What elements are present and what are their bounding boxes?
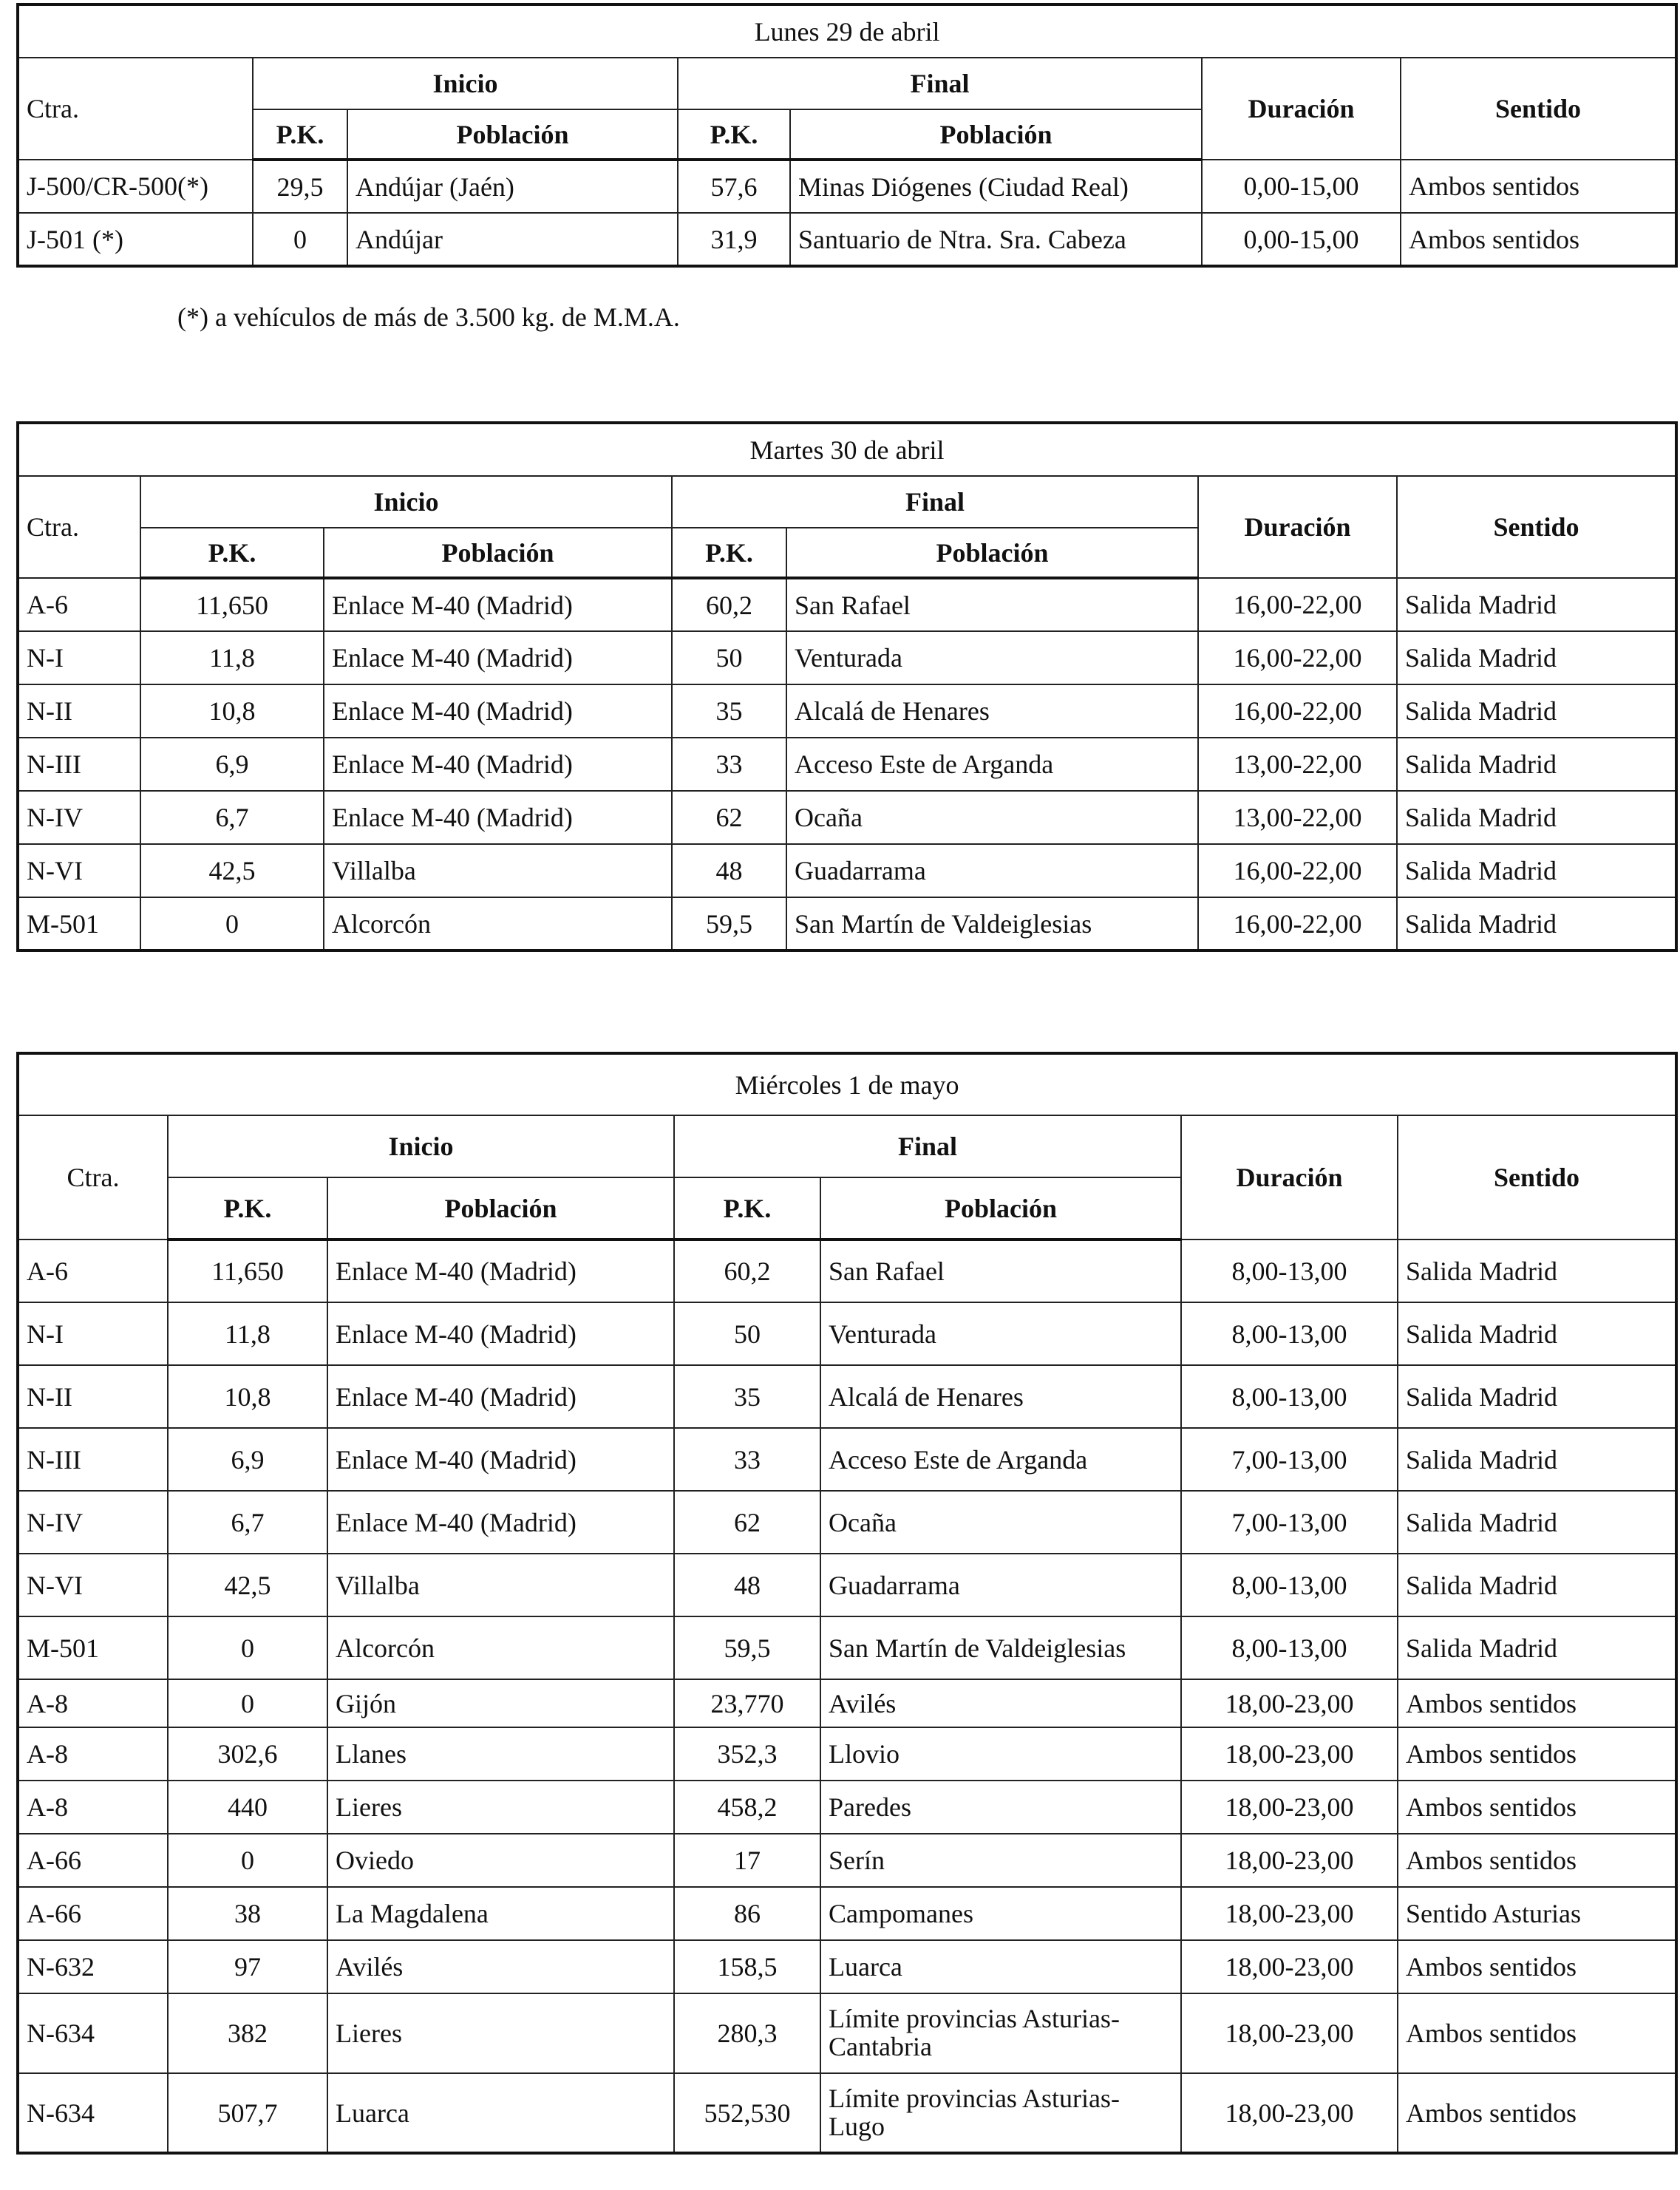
table-title: Martes 30 de abril	[18, 423, 1676, 476]
table-row	[18, 1365, 1676, 1428]
cell-sentido: Ambos sentidos	[1398, 2073, 1676, 2153]
cell-poblacion-final: Guadarrama	[786, 844, 1198, 897]
cell-ctra: N-IV	[18, 791, 140, 844]
header-pk-final: P.K.	[672, 528, 786, 578]
cell-sentido: Salida Madrid	[1397, 897, 1676, 951]
cell-pk-final: 17	[674, 1834, 820, 1887]
header-pk-final: P.K.	[678, 109, 790, 160]
cell-sentido: Salida Madrid	[1398, 1616, 1676, 1679]
cell-pk-final: 35	[672, 684, 786, 738]
table-row	[18, 738, 1676, 791]
cell-duracion: 16,00-22,00	[1198, 631, 1397, 684]
cell-poblacion-inicio: Lieres	[327, 1993, 674, 2073]
cell-pk-final: 62	[672, 791, 786, 844]
cell-pk-inicio: 11,8	[140, 631, 324, 684]
cell-ctra: A-6	[18, 578, 140, 631]
cell-pk-final: 31,9	[678, 213, 790, 266]
cell-duracion: 0,00-15,00	[1202, 213, 1401, 266]
cell-poblacion-inicio: Avilés	[327, 1940, 674, 1993]
header-ctra: Ctra.	[18, 476, 140, 578]
footnote: (*) a vehículos de más de 3.500 kg. de M.M.A.	[177, 302, 680, 332]
table-row	[18, 1554, 1676, 1616]
cell-poblacion-inicio: Lieres	[327, 1781, 674, 1834]
cell-ctra: A-8	[18, 1781, 168, 1834]
cell-poblacion-inicio: Enlace M-40 (Madrid)	[324, 578, 672, 631]
cell-poblacion-inicio: Enlace M-40 (Madrid)	[324, 684, 672, 738]
cell-duracion: 18,00-23,00	[1181, 2073, 1398, 2153]
cell-ctra: N-VI	[18, 844, 140, 897]
cell-ctra: N-II	[18, 1365, 168, 1428]
cell-pk-inicio: 6,7	[140, 791, 324, 844]
cell-duracion: 16,00-22,00	[1198, 684, 1397, 738]
cell-poblacion-final: Ocaña	[820, 1491, 1181, 1554]
schedule-table-lunes	[16, 3, 1678, 268]
cell-pk-inicio: 6,9	[140, 738, 324, 791]
cell-pk-inicio: 302,6	[168, 1727, 327, 1781]
cell-pk-final: 60,2	[674, 1239, 820, 1302]
cell-poblacion-final: Santuario de Ntra. Sra. Cabeza	[790, 213, 1202, 266]
cell-poblacion-final: Venturada	[820, 1302, 1181, 1365]
cell-poblacion-inicio: Enlace M-40 (Madrid)	[327, 1428, 674, 1491]
cell-pk-inicio: 0	[168, 1679, 327, 1727]
cell-ctra: N-634	[18, 1993, 168, 2073]
cell-pk-inicio: 6,9	[168, 1428, 327, 1491]
header-duracion: Duración	[1198, 476, 1397, 578]
table-row	[18, 791, 1676, 844]
cell-poblacion-final: San Martín de Valdeiglesias	[786, 897, 1198, 951]
cell-poblacion-inicio: Enlace M-40 (Madrid)	[327, 1239, 674, 1302]
cell-duracion: 13,00-22,00	[1198, 791, 1397, 844]
cell-pk-inicio: 0	[168, 1834, 327, 1887]
header-sentido: Sentido	[1397, 476, 1676, 578]
table-row	[18, 1993, 1676, 2073]
cell-duracion: 8,00-13,00	[1181, 1554, 1398, 1616]
header-pk-inicio: P.K.	[168, 1177, 327, 1239]
cell-pk-final: 86	[674, 1887, 820, 1940]
cell-sentido: Salida Madrid	[1398, 1491, 1676, 1554]
cell-pk-inicio: 0	[253, 213, 347, 266]
cell-poblacion-inicio: Villalba	[324, 844, 672, 897]
table-title: Lunes 29 de abril	[18, 4, 1676, 58]
header-pk-inicio: P.K.	[253, 109, 347, 160]
cell-pk-final: 33	[672, 738, 786, 791]
header-final: Final	[678, 58, 1202, 109]
table-row	[18, 1887, 1676, 1940]
table-row	[18, 631, 1676, 684]
cell-poblacion-final: Alcalá de Henares	[786, 684, 1198, 738]
cell-pk-final: 48	[672, 844, 786, 897]
cell-ctra: J-500/CR-500(*)	[18, 160, 253, 213]
cell-pk-inicio: 382	[168, 1993, 327, 2073]
table-row	[18, 1428, 1676, 1491]
table-row	[18, 213, 1676, 266]
table-row	[18, 897, 1676, 951]
cell-poblacion-inicio: Enlace M-40 (Madrid)	[327, 1365, 674, 1428]
cell-pk-inicio: 97	[168, 1940, 327, 1993]
header-final: Final	[674, 1115, 1181, 1177]
cell-ctra: N-634	[18, 2073, 168, 2153]
cell-ctra: N-632	[18, 1940, 168, 1993]
cell-poblacion-final: Límite provincias Asturias-Cantabria	[820, 1993, 1181, 2073]
cell-pk-final: 33	[674, 1428, 820, 1491]
cell-duracion: 16,00-22,00	[1198, 844, 1397, 897]
cell-poblacion-final: San Rafael	[820, 1239, 1181, 1302]
cell-pk-inicio: 42,5	[168, 1554, 327, 1616]
cell-ctra: N-IV	[18, 1491, 168, 1554]
cell-pk-inicio: 0	[168, 1616, 327, 1679]
table-row	[18, 1491, 1676, 1554]
cell-sentido: Ambos sentidos	[1398, 1679, 1676, 1727]
table-row	[18, 1727, 1676, 1781]
cell-pk-inicio: 11,650	[168, 1239, 327, 1302]
cell-pk-final: 59,5	[674, 1616, 820, 1679]
cell-poblacion-inicio: Alcorcón	[327, 1616, 674, 1679]
cell-duracion: 18,00-23,00	[1181, 1727, 1398, 1781]
cell-pk-inicio: 0	[140, 897, 324, 951]
cell-pk-final: 352,3	[674, 1727, 820, 1781]
cell-poblacion-final: Serín	[820, 1834, 1181, 1887]
cell-duracion: 18,00-23,00	[1181, 1887, 1398, 1940]
header-ctra: Ctra.	[18, 58, 253, 160]
cell-sentido: Salida Madrid	[1397, 578, 1676, 631]
table-row	[18, 684, 1676, 738]
cell-sentido: Salida Madrid	[1398, 1428, 1676, 1491]
cell-sentido: Ambos sentidos	[1398, 1781, 1676, 1834]
cell-pk-inicio: 440	[168, 1781, 327, 1834]
cell-pk-inicio: 29,5	[253, 160, 347, 213]
cell-sentido: Salida Madrid	[1397, 791, 1676, 844]
cell-pk-inicio: 11,8	[168, 1302, 327, 1365]
cell-sentido: Salida Madrid	[1398, 1365, 1676, 1428]
header-inicio: Inicio	[168, 1115, 674, 1177]
cell-poblacion-inicio: La Magdalena	[327, 1887, 674, 1940]
cell-poblacion-final: Guadarrama	[820, 1554, 1181, 1616]
cell-sentido: Ambos sentidos	[1398, 1940, 1676, 1993]
table-row	[18, 1679, 1676, 1727]
header-poblacion-inicio: Población	[347, 109, 678, 160]
cell-poblacion-final: Paredes	[820, 1781, 1181, 1834]
cell-pk-final: 280,3	[674, 1993, 820, 2073]
cell-sentido: Ambos sentidos	[1398, 1834, 1676, 1887]
header-ctra: Ctra.	[18, 1115, 168, 1239]
table-row	[18, 1781, 1676, 1834]
cell-poblacion-final: Venturada	[786, 631, 1198, 684]
header-final: Final	[672, 476, 1198, 528]
cell-poblacion-inicio: Oviedo	[327, 1834, 674, 1887]
cell-sentido: Salida Madrid	[1397, 631, 1676, 684]
table-title: Miércoles 1 de mayo	[18, 1053, 1676, 1115]
cell-sentido: Sentido Asturias	[1398, 1887, 1676, 1940]
cell-ctra: M-501	[18, 1616, 168, 1679]
header-sentido: Sentido	[1398, 1115, 1676, 1239]
cell-duracion: 8,00-13,00	[1181, 1365, 1398, 1428]
header-poblacion-inicio: Población	[327, 1177, 674, 1239]
cell-sentido: Ambos sentidos	[1401, 160, 1676, 213]
cell-pk-inicio: 10,8	[168, 1365, 327, 1428]
schedule-table-martes	[16, 421, 1678, 952]
cell-duracion: 18,00-23,00	[1181, 1679, 1398, 1727]
cell-duracion: 7,00-13,00	[1181, 1491, 1398, 1554]
cell-poblacion-final: Minas Diógenes (Ciudad Real)	[790, 160, 1202, 213]
cell-poblacion-final: Luarca	[820, 1940, 1181, 1993]
cell-pk-final: 458,2	[674, 1781, 820, 1834]
table-row	[18, 578, 1676, 631]
cell-sentido: Salida Madrid	[1397, 684, 1676, 738]
cell-duracion: 18,00-23,00	[1181, 1781, 1398, 1834]
table-row	[18, 1834, 1676, 1887]
cell-poblacion-inicio: Andújar (Jaén)	[347, 160, 678, 213]
cell-ctra: M-501	[18, 897, 140, 951]
header-poblacion-inicio: Población	[324, 528, 672, 578]
cell-pk-final: 48	[674, 1554, 820, 1616]
cell-duracion: 0,00-15,00	[1202, 160, 1401, 213]
cell-duracion: 8,00-13,00	[1181, 1239, 1398, 1302]
table-row	[18, 1302, 1676, 1365]
cell-poblacion-inicio: Alcorcón	[324, 897, 672, 951]
cell-poblacion-inicio: Luarca	[327, 2073, 674, 2153]
cell-ctra: N-II	[18, 684, 140, 738]
cell-poblacion-final: Acceso Este de Arganda	[820, 1428, 1181, 1491]
cell-ctra: A-66	[18, 1887, 168, 1940]
table-row	[18, 1239, 1676, 1302]
cell-sentido: Ambos sentidos	[1398, 1993, 1676, 2073]
cell-duracion: 7,00-13,00	[1181, 1428, 1398, 1491]
cell-ctra: A-8	[18, 1679, 168, 1727]
cell-sentido: Salida Madrid	[1398, 1239, 1676, 1302]
cell-pk-final: 59,5	[672, 897, 786, 951]
cell-pk-inicio: 38	[168, 1887, 327, 1940]
cell-poblacion-final: San Rafael	[786, 578, 1198, 631]
cell-sentido: Salida Madrid	[1398, 1554, 1676, 1616]
cell-poblacion-inicio: Enlace M-40 (Madrid)	[327, 1302, 674, 1365]
cell-poblacion-inicio: Enlace M-40 (Madrid)	[327, 1491, 674, 1554]
header-inicio: Inicio	[253, 58, 678, 109]
cell-poblacion-inicio: Gijón	[327, 1679, 674, 1727]
header-duracion: Duración	[1202, 58, 1401, 160]
cell-duracion: 18,00-23,00	[1181, 1940, 1398, 1993]
cell-duracion: 18,00-23,00	[1181, 1993, 1398, 2073]
header-poblacion-final: Población	[820, 1177, 1181, 1239]
cell-pk-inicio: 6,7	[168, 1491, 327, 1554]
cell-poblacion-final: Alcalá de Henares	[820, 1365, 1181, 1428]
cell-sentido: Ambos sentidos	[1401, 213, 1676, 266]
cell-ctra: J-501 (*)	[18, 213, 253, 266]
cell-pk-final: 50	[672, 631, 786, 684]
cell-poblacion-final: Campomanes	[820, 1887, 1181, 1940]
table-row	[18, 1616, 1676, 1679]
cell-ctra: N-I	[18, 1302, 168, 1365]
cell-pk-final: 50	[674, 1302, 820, 1365]
cell-sentido: Salida Madrid	[1397, 738, 1676, 791]
cell-poblacion-inicio: Enlace M-40 (Madrid)	[324, 738, 672, 791]
header-sentido: Sentido	[1401, 58, 1676, 160]
cell-duracion: 8,00-13,00	[1181, 1616, 1398, 1679]
cell-pk-inicio: 42,5	[140, 844, 324, 897]
cell-pk-inicio: 11,650	[140, 578, 324, 631]
cell-poblacion-final: San Martín de Valdeiglesias	[820, 1616, 1181, 1679]
header-inicio: Inicio	[140, 476, 672, 528]
cell-ctra: N-I	[18, 631, 140, 684]
cell-ctra: A-66	[18, 1834, 168, 1887]
cell-poblacion-final: Llovio	[820, 1727, 1181, 1781]
cell-pk-final: 158,5	[674, 1940, 820, 1993]
cell-pk-final: 23,770	[674, 1679, 820, 1727]
header-pk-inicio: P.K.	[140, 528, 324, 578]
cell-poblacion-final: Límite provincias Asturias-Lugo	[820, 2073, 1181, 2153]
header-duracion: Duración	[1181, 1115, 1398, 1239]
cell-ctra: N-III	[18, 1428, 168, 1491]
cell-pk-final: 35	[674, 1365, 820, 1428]
cell-duracion: 8,00-13,00	[1181, 1302, 1398, 1365]
table-row	[18, 844, 1676, 897]
table-row	[18, 1940, 1676, 1993]
cell-poblacion-inicio: Andújar	[347, 213, 678, 266]
cell-sentido: Salida Madrid	[1397, 844, 1676, 897]
cell-poblacion-inicio: Llanes	[327, 1727, 674, 1781]
header-pk-final: P.K.	[674, 1177, 820, 1239]
cell-poblacion-final: Ocaña	[786, 791, 1198, 844]
cell-pk-final: 552,530	[674, 2073, 820, 2153]
cell-ctra: N-III	[18, 738, 140, 791]
cell-pk-final: 57,6	[678, 160, 790, 213]
cell-pk-inicio: 10,8	[140, 684, 324, 738]
cell-pk-inicio: 507,7	[168, 2073, 327, 2153]
cell-duracion: 13,00-22,00	[1198, 738, 1397, 791]
cell-ctra: A-8	[18, 1727, 168, 1781]
cell-poblacion-inicio: Enlace M-40 (Madrid)	[324, 791, 672, 844]
header-poblacion-final: Población	[790, 109, 1202, 160]
cell-duracion: 16,00-22,00	[1198, 578, 1397, 631]
cell-poblacion-final: Avilés	[820, 1679, 1181, 1727]
cell-duracion: 18,00-23,00	[1181, 1834, 1398, 1887]
schedule-table-miercoles	[16, 1052, 1678, 2155]
cell-pk-final: 60,2	[672, 578, 786, 631]
cell-sentido: Salida Madrid	[1398, 1302, 1676, 1365]
cell-sentido: Ambos sentidos	[1398, 1727, 1676, 1781]
table-row	[18, 160, 1676, 213]
cell-poblacion-inicio: Villalba	[327, 1554, 674, 1616]
table-row	[18, 2073, 1676, 2153]
cell-pk-final: 62	[674, 1491, 820, 1554]
cell-ctra: N-VI	[18, 1554, 168, 1616]
cell-poblacion-inicio: Enlace M-40 (Madrid)	[324, 631, 672, 684]
cell-poblacion-final: Acceso Este de Arganda	[786, 738, 1198, 791]
header-poblacion-final: Población	[786, 528, 1198, 578]
cell-duracion: 16,00-22,00	[1198, 897, 1397, 951]
cell-ctra: A-6	[18, 1239, 168, 1302]
